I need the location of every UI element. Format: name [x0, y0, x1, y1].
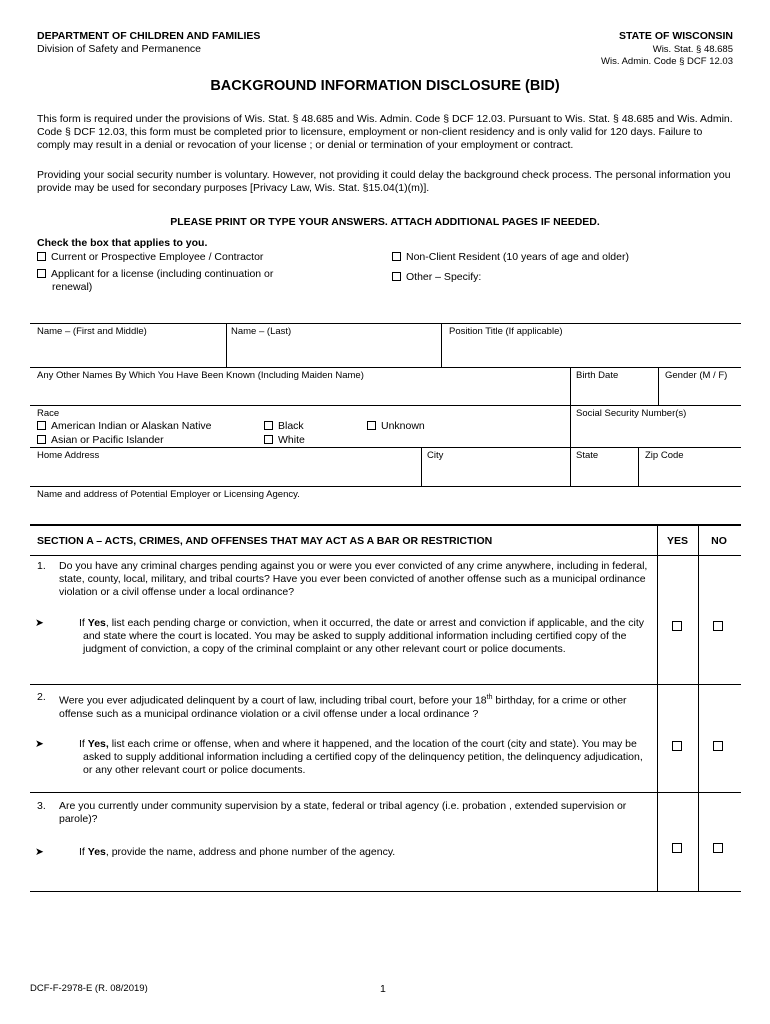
- question-3-text: Are you currently under community supervision by a state, federal or tribal agency (i.e. probation , extended supervision or parole)?: [59, 800, 627, 825]
- question-1-no-checkbox[interactable]: [713, 617, 723, 635]
- state-field[interactable]: State: [576, 450, 599, 461]
- divider: [30, 684, 741, 685]
- checkbox[interactable]: [392, 252, 401, 261]
- question-3-yes-checkbox[interactable]: [672, 839, 682, 857]
- applies-option-license[interactable]: Applicant for a license (including continuation or renewal): [37, 268, 337, 294]
- question-2-no-checkbox[interactable]: [713, 737, 723, 755]
- question-number: 1.: [37, 560, 46, 572]
- ssn-field[interactable]: Social Security Number(s): [576, 408, 687, 419]
- arrow-bullet-icon: ➤: [35, 846, 44, 858]
- divider: [226, 323, 227, 367]
- state-name: STATE OF WISCONSIN: [619, 30, 733, 42]
- question-2-text: Were you ever adjudicated delinquent by a court of law, including tribal court, before your 18th birthday, for a crime or other offense such as a municipal ordinance violation or a civil offense under a local ordinance ?: [59, 694, 627, 720]
- question-2-yes-checkbox[interactable]: [672, 737, 682, 755]
- divider: [698, 524, 699, 891]
- question-1-instruction: ➤ If Yes, list each pending charge or conviction, when it occurred, the date or arrest and conviction if applicable, and the city and state where the court is located. You may be asked to supply additional information including certified copy of the judgment of conviction, a copy of the criminal complaint or any other relevant court or police documents.: [35, 617, 645, 655]
- checkbox[interactable]: [37, 421, 46, 430]
- checkbox[interactable]: [37, 252, 46, 261]
- race-option-unknown[interactable]: Unknown: [367, 420, 425, 433]
- birth-date-field[interactable]: Birth Date: [576, 370, 619, 381]
- checkbox[interactable]: [264, 421, 273, 430]
- race-option-black[interactable]: Black: [264, 420, 304, 433]
- divider: [30, 447, 741, 448]
- race-option-asian[interactable]: Asian or Pacific Islander: [37, 434, 164, 447]
- first-middle-name-field[interactable]: Name – (First and Middle): [37, 326, 147, 337]
- divider: [658, 367, 659, 405]
- question-3-no-checkbox[interactable]: [713, 839, 723, 857]
- question-1-yes-checkbox[interactable]: [672, 617, 682, 635]
- dept-name: DEPARTMENT OF CHILDREN AND FAMILIES: [37, 30, 261, 42]
- division-name: Division of Safety and Permanence: [37, 43, 202, 55]
- position-title-field[interactable]: Position Title (If applicable): [449, 326, 563, 337]
- zip-code-field[interactable]: Zip Code: [645, 450, 684, 461]
- no-column-header: NO: [711, 535, 727, 547]
- arrow-bullet-icon: ➤: [35, 617, 44, 629]
- race-option-white[interactable]: White: [264, 434, 305, 447]
- question-1-text: Do you have any criminal charges pending against you or were you ever convicted of any crime anywhere, including in federal, state, county, local, military, and tribal courts? Have you ever been convicted of another offense such as a municipal ordinance violation or a civil offense under a local ordinance?: [59, 560, 648, 598]
- section-divider: [30, 524, 741, 526]
- divider: [30, 792, 741, 793]
- checkbox[interactable]: [37, 269, 46, 278]
- applies-option-other[interactable]: Other – Specify:: [392, 271, 481, 284]
- checkbox[interactable]: [392, 272, 401, 281]
- employer-field[interactable]: Name and address of Potential Employer or Licensing Agency.: [37, 489, 300, 500]
- divider: [30, 367, 741, 368]
- applies-option-resident[interactable]: Non-Client Resident (10 years of age and older): [392, 251, 629, 264]
- last-name-field[interactable]: Name – (Last): [231, 326, 292, 337]
- statute-ref: Wis. Stat. § 48.685: [652, 44, 733, 55]
- question-2-instruction: ➤ If Yes, list each crime or offense, when and where it happened, and the location of the court (city and state). You may be asked to supply additional information including a certified copy of the delinquency petition, the delinquency adjudication, or any other relevant court or police documents.: [35, 738, 643, 776]
- applies-option-employee[interactable]: Current or Prospective Employee / Contractor: [37, 251, 263, 264]
- divider: [30, 486, 741, 487]
- instruction-line: PLEASE PRINT OR TYPE YOUR ANSWERS. ATTACH ADDITIONAL PAGES IF NEEDED.: [170, 216, 600, 228]
- checkbox[interactable]: [264, 435, 273, 444]
- checkbox[interactable]: [37, 435, 46, 444]
- admin-code-ref: Wis. Admin. Code § DCF 12.03: [601, 56, 733, 67]
- divider: [30, 323, 741, 324]
- home-address-field[interactable]: Home Address: [37, 450, 100, 461]
- divider: [30, 405, 741, 406]
- divider: [30, 891, 741, 892]
- page-title: BACKGROUND INFORMATION DISCLOSURE (BID): [210, 78, 560, 94]
- divider: [441, 323, 442, 367]
- divider: [638, 447, 639, 486]
- question-number: 3.: [37, 800, 46, 812]
- divider: [30, 555, 741, 556]
- divider: [657, 524, 658, 891]
- section-a-title: SECTION A – ACTS, CRIMES, AND OFFENSES THAT MAY ACT AS A BAR OR RESTRICTION: [37, 535, 493, 547]
- race-label: Race: [37, 408, 60, 419]
- checkbox[interactable]: [367, 421, 376, 430]
- race-option-american-indian[interactable]: American Indian or Alaskan Native: [37, 420, 212, 433]
- form-id: DCF-F-2978-E (R. 08/2019): [30, 983, 148, 994]
- question-3-instruction: ➤ If Yes, provide the name, address and phone number of the agency.: [35, 846, 396, 858]
- intro-paragraph: This form is required under the provisions of Wis. Stat. § 48.685 and Wis. Admin. Code § DCF 12.03. Pursuant to Wis. Stat. § 48.685 and Wis. Admin. Code § DCF 12.03, this form must be completed prior to licensure, employment or non-client residency and is only valid for 120 days. Failure to comply may result in a denial or revocation of your license ; or denial or termination of your employment or contract.: [37, 113, 733, 151]
- divider: [570, 367, 571, 486]
- yes-column-header: YES: [666, 535, 688, 547]
- divider: [421, 447, 422, 486]
- gender-field[interactable]: Gender (M / F): [665, 370, 728, 381]
- privacy-paragraph: Providing your social security number is voluntary. However, not providing it could delay the background check process. The personal information you provide may be used for secondary purposes [Privacy Law, Wis. Stat. §15.04(1)(m)].: [37, 169, 731, 194]
- city-field[interactable]: City: [427, 450, 444, 461]
- other-names-field[interactable]: Any Other Names By Which You Have Been Known (Including Maiden Name): [37, 370, 364, 381]
- question-number: 2.: [37, 691, 46, 703]
- applies-heading: Check the box that applies to you.: [37, 237, 208, 249]
- arrow-bullet-icon: ➤: [35, 738, 44, 750]
- page-number: 1: [380, 983, 386, 995]
